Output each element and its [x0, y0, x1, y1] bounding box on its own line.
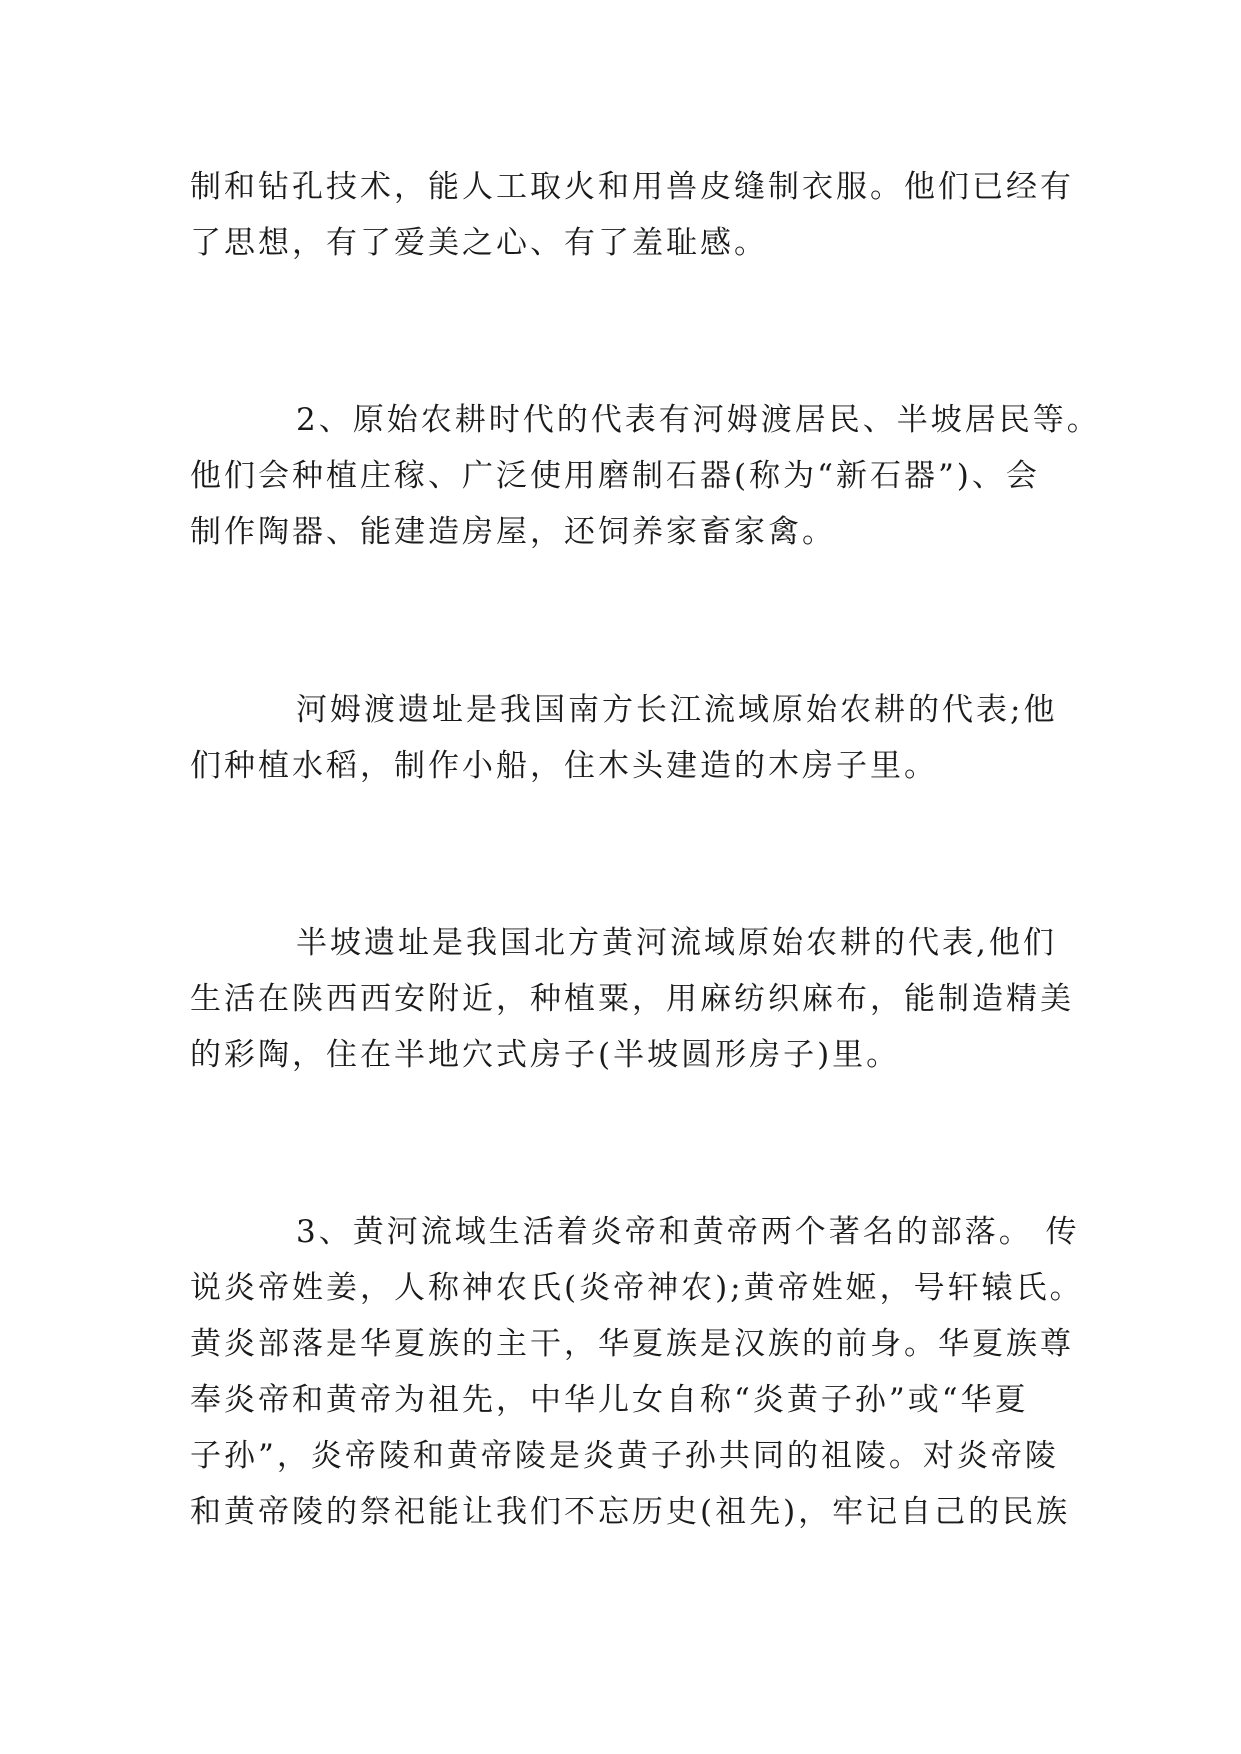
- text-line: 们种植水稻，制作小船，住木头建造的木房子里。: [190, 748, 938, 784]
- text-line: 和黄帝陵的祭祀能让我们不忘历史(祖先)，牢记自己的民族: [190, 1494, 1071, 1530]
- text-line: 奉炎帝和黄帝为祖先，中华儿女自称“炎黄子孙”或“华夏: [190, 1382, 1029, 1418]
- paragraph-banpo-line: 半坡遗址是我国北方黄河流域原始农耕的代表,他们: [296, 925, 1057, 961]
- paragraph-hemudu-line: 河姆渡遗址是我国南方长江流域原始农耕的代表;他: [296, 692, 1058, 728]
- text-line: 他们会种植庄稼、广泛使用磨制石器(称为“新石器”)、会: [190, 458, 1040, 494]
- text-line: 生活在陕西西安附近，种植粟，用麻纺织麻布，能制造精美: [190, 981, 1074, 1017]
- text-line: 制和钻孔技术，能人工取火和用兽皮缝制衣服。他们已经有: [190, 169, 1074, 205]
- text-line: 的彩陶，住在半地穴式房子(半坡圆形房子)里。: [190, 1037, 901, 1073]
- text-line: 制作陶器、能建造房屋，还饲养家畜家禽。: [190, 514, 836, 550]
- text-line: 说炎帝姓姜，人称神农氏(炎帝神农);黄帝姓姬，号轩辕氏。: [190, 1270, 1084, 1306]
- text-line: 了思想，有了爱美之心、有了羞耻感。: [190, 225, 768, 261]
- text-line: 子孙”，炎帝陵和黄帝陵是炎黄子孙共同的祖陵。对炎帝陵: [190, 1438, 1059, 1474]
- section-2-heading-line: 2、原始农耕时代的代表有河姆渡居民、半坡居民等。: [296, 402, 1101, 438]
- section-3-heading-line: 3、黄河流域生活着炎帝和黄帝两个著名的部落。 传: [296, 1214, 1080, 1250]
- text-line: 黄炎部落是华夏族的主干，华夏族是汉族的前身。华夏族尊: [190, 1326, 1074, 1362]
